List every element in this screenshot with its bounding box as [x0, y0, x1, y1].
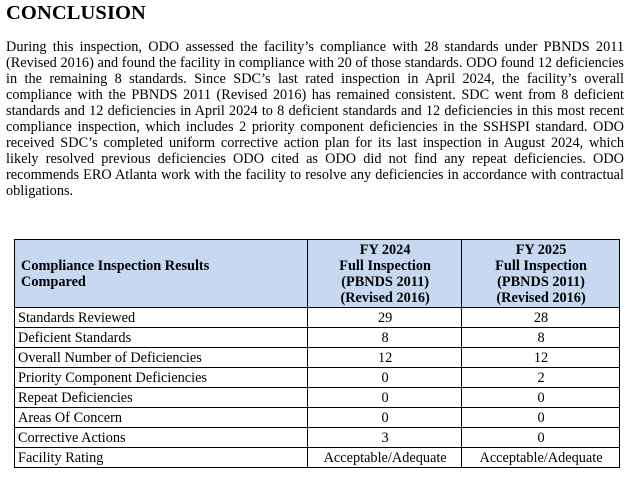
- row-label: Facility Rating: [15, 448, 308, 468]
- fy2024-value: 0: [308, 408, 462, 428]
- fy2025-value: 12: [462, 348, 620, 368]
- table-row: [15, 428, 620, 448]
- header-fy2024-line: FY 2024: [359, 242, 411, 258]
- header-fy2025-line: (Revised 2016): [496, 290, 586, 306]
- header-fy2025-line: Full Inspection: [495, 258, 587, 274]
- fy2024-value: 8: [308, 328, 462, 348]
- row-label: Corrective Actions: [15, 428, 308, 448]
- header-fy2024: [308, 240, 462, 308]
- row-label: Overall Number of Deficiencies: [15, 348, 308, 368]
- fy2025-value: Acceptable/Adequate: [462, 448, 620, 468]
- header-fy2024-line: (Revised 2016): [340, 290, 430, 306]
- fy2024-value: 0: [308, 368, 462, 388]
- row-label: Standards Reviewed: [15, 308, 308, 328]
- fy2025-value: 0: [462, 388, 620, 408]
- fy2025-value: 0: [462, 408, 620, 428]
- fy2024-value: 3: [308, 428, 462, 448]
- table-header-row: [15, 240, 620, 308]
- fy2024-value: 0: [308, 388, 462, 408]
- table-row: [15, 328, 620, 348]
- table-row: [15, 348, 620, 368]
- table-row: [15, 388, 620, 408]
- fy2025-value: 8: [462, 328, 620, 348]
- fy2024-value: 12: [308, 348, 462, 368]
- header-row-label: [15, 240, 308, 308]
- row-label: Areas Of Concern: [15, 408, 308, 428]
- conclusion-paragraph: During this inspection, ODO assessed the facility’s compliance with 28 standards under PBNDS 2011 (Revised 2016) and found the facility in compliance with 20 of those standards. ODO found 12 deficiencies in the remaining 8 standards. Since SDC’s last rated inspection in April 2024, the facility’s overall compliance with the PBNDS 2011 (Revised 2016) has remained consistent. SDC went from 8 deficient standards and 12 deficiencies in April 2024 to 8 deficient standards and 12 deficiencies in this most recent compliance inspection, which includes 2 priority component deficiencies in the SSHSPI standard. ODO received SDC’s completed uniform corrective action plan for its last inspection in August 2024, which likely resolved previous deficiencies ODO cited as ODO did not find any repeat deficiencies. ODO recommends ERO Atlanta work with the facility to resolve any deficiencies in accordance with contractual obligations.: [6, 39, 624, 199]
- header-row-label-line: Compliance Inspection Results: [21, 258, 210, 274]
- row-label: Priority Component Deficiencies: [15, 368, 308, 388]
- table-row: [15, 368, 620, 388]
- header-fy2024-line: (PBNDS 2011): [341, 274, 430, 290]
- table-row: [15, 308, 620, 328]
- fy2024-value: 29: [308, 308, 462, 328]
- fy2025-value: 0: [462, 428, 620, 448]
- table-row: [15, 408, 620, 428]
- section-heading: CONCLUSION: [6, 2, 146, 24]
- header-fy2025-line: (PBNDS 2011): [497, 274, 585, 290]
- table-row: [15, 448, 620, 468]
- row-label: Repeat Deficiencies: [15, 388, 308, 408]
- header-fy2025: [462, 240, 620, 308]
- header-fy2025-line: FY 2025: [515, 242, 567, 258]
- document-page: [6, 0, 628, 199]
- header-fy2024-line: Full Inspection: [339, 258, 432, 274]
- fy2024-value: Acceptable/Adequate: [308, 448, 462, 468]
- compliance-results-table: [14, 239, 620, 468]
- fy2025-value: 2: [462, 368, 620, 388]
- header-row-label-line: Compared: [21, 274, 86, 290]
- row-label: Deficient Standards: [15, 328, 308, 348]
- fy2025-value: 28: [462, 308, 620, 328]
